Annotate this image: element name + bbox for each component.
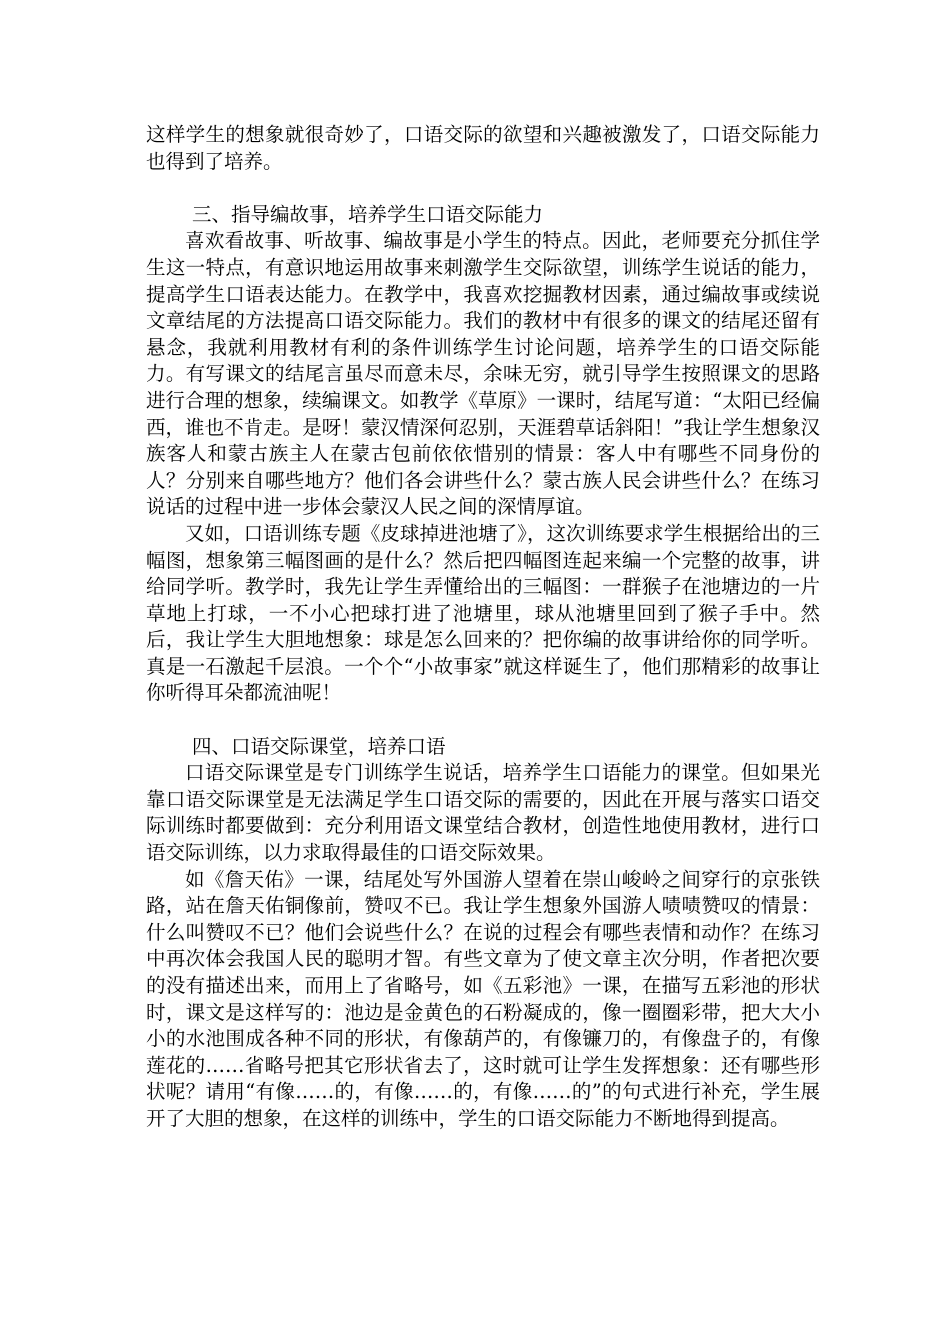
document-body bbox=[146, 122, 820, 1133]
section-heading-4: 四、口语交际课堂，培养口语 bbox=[192, 734, 446, 758]
section-heading-3: 三、指导编故事，培养学生口语交际能力 bbox=[192, 202, 544, 226]
paragraph-spacer bbox=[146, 175, 820, 202]
paragraph-continuation: 这样学生的想象就很奇妙了，口语交际的欲望和兴趣被激发了，口语交际能力也得到了培养。 bbox=[146, 123, 820, 173]
paragraph-story-intro: 喜欢看故事、听故事、编故事是小学生的特点。因此，老师要充分抓住学生这一特点，有意识地运用故事来刺激学生交际欲望，训练学生说话的能力，提高学生口语表达能力。在教学中，我喜欢挖掘教材因素，通过编故事或续说文章结尾的方法提高口语交际能力。我们的教材中有很多的课文的结尾还留有悬念，我就利用教材有利的条件训练学生讨论问题，培养学生的口语交际能力。有写课文的结尾言虽尽而意未尽，余味无穷，就引导学生按照课文的思路进行合理的想象，续编课文。如教学《草原》一课时，结尾写道：“太阳已经偏西，谁也不肯走。是呀！蒙汉情深何忍别，天涯碧草话斜阳！”我让学生想象汉族客人和蒙古族主人在蒙古包前依依惜别的情景：客人中有哪些不同身份的人？分别来自哪些地方？他们各会讲些什么？蒙古族人民会讲些什么？在练习说话的过程中进一步体会蒙汉人民之间的深情厚谊。 bbox=[146, 229, 820, 519]
paragraph-classroom: 口语交际课堂是专门训练学生说话，培养学生口语能力的课堂。但如果光靠口语交际课堂是无法满足学生口语交际的需要的，因此在开展与落实口语交际训练时都要做到：充分利用语文课堂结合教材，创造性地使用教材，进行口语交际训练，以力求取得最佳的口语交际效果。 bbox=[146, 761, 820, 865]
paragraph-ball-example: 又如，口语训练专题《皮球掉进池塘了》，这次训练要求学生根据给出的三幅图，想象第三幅图画的是什么？然后把四幅图连起来编一个完整的故事，讲给同学听。教学时，我先让学生弄懂给出的三幅图：一群猴子在池塘边的一片草地上打球，一不小心把球打进了池塘里，球从池塘里回到了猴子手中。然后，我让学生大胆地想象：球是怎么回来的？把你编的故事讲给你的同学听。真是一石激起千层浪。一个个“小故事家”就这样诞生了，他们那精彩的故事让你听得耳朵都流油呢！ bbox=[146, 521, 820, 705]
paragraph-zhan-tianyou: 如《詹天佑》一课，结尾处写外国游人望着在崇山峻岭之间穿行的京张铁路，站在詹天佑铜像前，赞叹不已。我让学生想象外国游人啧啧赞叹的情景：什么叫赞叹不已？他们会说些什么？在说的过程会有哪些表情和动作？在练习中再次体会我国人民的聪明才智。有些文章为了使文章主次分明，作者把次要的没有描述出来，而用上了省略号，如《五彩池》一课，在描写五彩池的形状时，课文是这样写的：池边是金黄色的石粉凝成的，像一圈圈彩带，把大大小小的水池围成各种不同的形状，有像葫芦的，有像镰刀的，有像盘子的，有像莲花的……省略号把其它形状省去了，这时就可让学生发挥想象：还有哪些形状呢？请用“有像……的，有像……的，有像……的”的句式进行补充，学生展开了大胆的想象，在这样的训练中，学生的口语交际能力不断地得到提高。 bbox=[146, 867, 820, 1130]
paragraph-spacer bbox=[146, 707, 820, 734]
